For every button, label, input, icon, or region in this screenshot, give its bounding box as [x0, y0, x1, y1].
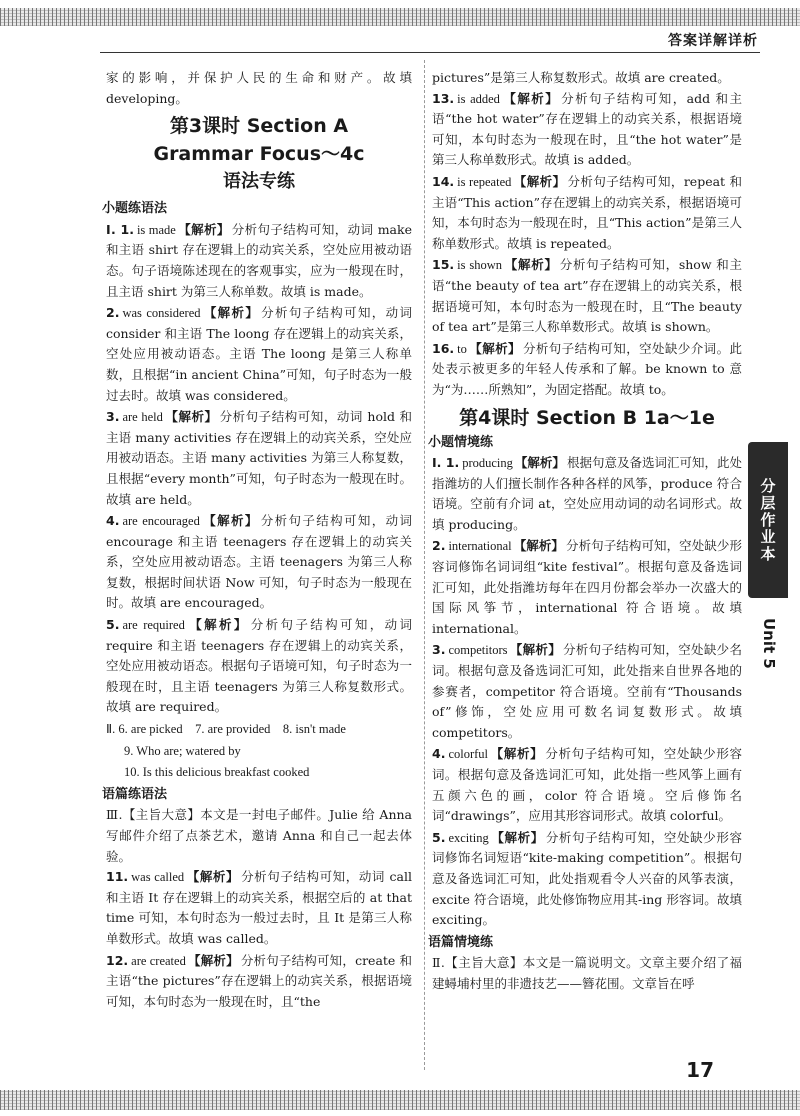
answer-item: [106, 303, 412, 406]
item-number: Ⅰ. 1.: [106, 221, 134, 237]
item-answer: are encouraged: [122, 514, 200, 529]
sidebar-tab-label: 分层作业本: [748, 442, 788, 598]
analysis-tag: 【解析】: [202, 305, 260, 321]
intro-paragraph: 家的影响，并保护人民的生命和财产。故填 developing。: [106, 70, 412, 106]
item-number: 4.: [432, 746, 446, 762]
passage-intro: Ⅲ.【主旨大意】本文是一封电子邮件。Julie 给 Anna 写邮件介绍了点茶艺术，邀请 Anna 和自己一起去体验。: [106, 807, 412, 864]
answer-item: [432, 172, 742, 254]
item-answer: are held: [122, 410, 163, 425]
group-heading-passage: 语篇练语法: [102, 786, 168, 802]
answer-item: [432, 339, 742, 401]
item-explanation: 分析句子结构可知，动词 hold 和主语 many activities 存在逻辑上的动宾关系，空处应用被动语态。主语 many activities 为第三人称复数，且根据“every month”可知，句子时态为一般现在时。故填 are held。: [106, 409, 412, 507]
item-answer: exciting: [448, 830, 489, 845]
column-divider: [424, 60, 425, 1070]
item-number: 11.: [106, 869, 129, 885]
item-explanation: 分析句子结构可知，空处缺少形容词修饰名词词组“kite festival”。根据句意及备选词汇可知，此处指潍坊每年在四月份都会举办一次盛大的国际风筝节，international 符合语境。故填 international。: [432, 538, 742, 636]
unit-label: Unit 5: [760, 617, 778, 669]
short-answers-line-1: Ⅱ. 6. are picked 7. are provided 8. isn't made: [106, 722, 346, 737]
header-rule: [100, 52, 760, 53]
analysis-tag: 【解析】: [501, 90, 560, 106]
passage-intro-right: Ⅱ.【主旨大意】本文是一篇说明文。文章主要介绍了福建蟳埔村里的非遗技艺——簪花围。文章旨在呼: [432, 955, 742, 991]
item-answer: was called: [131, 870, 185, 885]
right-column: [428, 68, 742, 995]
item-explanation: 分析句子结构可知，空处缺少介词。此处表示被更多的年轻人传承和了解。be known to 意为“为……所熟知”，为固定搭配。故填 to。: [432, 340, 742, 397]
answer-item: [432, 453, 742, 535]
answer-item: [432, 89, 742, 171]
item-explanation: 分析句子结构可知，空处缺少形容词修饰名词短语“kite-making competition”。根据句意及备选词汇可知，此处指观看令人兴奋的风筝表演，excite 符合语境，此处修饰物应用其-ing 形容词。故填 exciting。: [432, 829, 742, 928]
item-explanation: 分析句子结构可知，create 和主语“the pictures”存在逻辑上的动宾关系，根据语境可知，本句时态为一般现在时，且“the: [106, 952, 412, 1009]
answer-item: [106, 615, 412, 718]
item-answer: are created: [131, 953, 186, 968]
item-explanation: 分析句子结构可知，动词 call 和主语 It 存在逻辑上的动宾关系，根据空后的 at that time 可知，本句时态为一般过去时，且 It 是第三人称单数形式。故填 was called。: [106, 869, 412, 946]
short-answers-line-3: 10. Is this delicious breakfast cooked: [124, 765, 310, 780]
analysis-tag: 【解析】: [164, 409, 218, 425]
answer-item: [432, 828, 742, 931]
item-answer: is added: [457, 91, 500, 106]
item-number: 13.: [432, 90, 455, 106]
lesson3-subtitle-2: 语法专练: [223, 171, 295, 193]
item-explanation: 根据句意及备选词汇可知，此处指潍坊的人们擅长制作各种各样的风筝，produce 符合语境。空前有介词 at，空处应用动词的动名词形式。故填 producing。: [432, 455, 742, 532]
item-number: 14.: [432, 173, 455, 189]
item-answer: was considered: [122, 306, 201, 321]
item-answer: is made: [136, 222, 176, 237]
lesson3-title: 第3课时 Section A: [169, 115, 349, 138]
top-decorative-band: [0, 8, 800, 26]
answer-item: [106, 511, 412, 614]
item-explanation: 分析句子结构可知，空处缺少形容词。根据句意及备选词汇可知，此处指一些风筝上画有五颜六色的画，color 符合语境。空后修饰名词“drawings”，应用其形容词形式。故填 colorful。: [432, 746, 742, 824]
item-number: 3.: [106, 409, 120, 425]
analysis-tag: 【解析】: [490, 829, 544, 845]
item-explanation: 分析句子结构可知，show 和主语“the beauty of tea art”存在逻辑上的动宾关系，根据语境可知，本句时态为一般现在时，且“The beauty of tea art”是第三人称单数形式。故填 is shown。: [432, 257, 742, 335]
item-answer: international: [448, 539, 512, 554]
analysis-tag: 【解析】: [513, 538, 564, 554]
item-answer: to: [457, 341, 467, 356]
item-number: 2.: [106, 305, 120, 321]
group-heading-grammar: 小题练语法: [102, 201, 168, 217]
lesson3-subtitle: Grammar Focus～4c: [153, 143, 365, 166]
item-explanation: 分析句子结构可知，空处缺少名词。根据句意及备选词汇可知，此处指来自世界各地的参赛者，competitor 符合语境。空前有“Thousands of”修饰，空处应用可数名词复数形式。故填 competitors。: [432, 642, 742, 740]
analysis-tag: 【解析】: [513, 173, 566, 189]
item-number: 5.: [106, 617, 120, 633]
item-number: Ⅰ. 1.: [432, 455, 460, 471]
item-number: 12.: [106, 952, 129, 968]
answer-item: [432, 744, 742, 826]
lesson4-title: 第4课时 Section B 1a～1e: [459, 406, 715, 429]
short-answers-line-2: 9. Who are; watered by: [124, 743, 241, 758]
answer-item: [106, 951, 412, 1013]
item-explanation: 分析句子结构可知，add 和主语“the hot water”存在逻辑上的动宾关系，根据语境可知，本句时态为一般现在时，且“the hot water”是第三人称单数形式。故填 is added。: [432, 90, 742, 168]
item-number: 5.: [432, 829, 446, 845]
item-answer: producing: [462, 456, 513, 471]
item-number: 4.: [106, 513, 120, 529]
analysis-tag: 【解析】: [490, 746, 544, 762]
answer-item: [106, 407, 412, 510]
analysis-tag: 【解析】: [186, 617, 249, 633]
answer-item: [106, 220, 412, 302]
item-answer: are required: [122, 618, 185, 633]
item-number: 15.: [432, 257, 455, 273]
answer-item: [432, 536, 742, 639]
analysis-tag: 【解析】: [187, 952, 239, 968]
item-explanation: 分析句子结构可知，动词 make 和主语 shirt 存在逻辑上的动宾关系，空处应用被动语态。句子语境陈述现在的客观事实，应为一般现在时，且主语 shirt 为第三人称单数。故填 is made。: [106, 221, 412, 299]
analysis-tag: 【解析】: [468, 340, 521, 356]
group-heading-situational: 小题情境练: [428, 434, 494, 450]
analysis-tag: 【解析】: [509, 642, 561, 658]
answer-item: [432, 255, 742, 337]
answer-item: [106, 867, 412, 949]
item-explanation: 分析句子结构可知，动词 require 和主语 teenagers 存在逻辑上的动宾关系，空处应用被动语态。根据句子语境可知，句子时态为一般现在时，且主语 teenagers 为第三人称复数形式。故填 are required。: [106, 617, 412, 715]
page-number: 17: [686, 1058, 714, 1082]
header-title: 答案详解详析: [668, 33, 758, 49]
bottom-decorative-band: [0, 1090, 800, 1110]
answer-item: [432, 640, 742, 743]
item-answer: is repeated: [457, 174, 512, 189]
item-answer: is shown: [457, 258, 502, 273]
item-explanation: 分析句子结构可知，repeat 和主语“This action”存在逻辑上的动宾关系，根据语境可知，本句时态为一般现在时，且“This action”是第三人称单数形式。故填 is repeated。: [432, 173, 742, 251]
item-number: 16.: [432, 340, 455, 356]
item-explanation: 分析句子结构可知，动词 consider 和主语 The loong 存在逻辑上的动宾关系，空处应用被动语态。主语 The loong 是第三人称单数，且根据“in ancient China”可知，句子时态为一般过去时。故填 was considered。: [106, 305, 412, 403]
item-answer: competitors: [448, 643, 508, 658]
analysis-tag: 【解析】: [201, 513, 259, 529]
item-answer: colorful: [448, 747, 489, 762]
group-heading-passage-situational: 语篇情境练: [428, 934, 494, 950]
item-number: 2.: [432, 538, 446, 554]
left-column: [102, 68, 412, 1013]
analysis-tag: 【解析】: [504, 257, 558, 273]
analysis-tag: 【解析】: [186, 869, 240, 885]
analysis-tag: 【解析】: [514, 455, 565, 471]
item-number: 3.: [432, 642, 446, 658]
continuation-paragraph: pictures”是第三人称复数形式。故填 are created。: [432, 70, 730, 85]
analysis-tag: 【解析】: [177, 221, 230, 237]
item-explanation: 分析句子结构可知，动词 encourage 和主语 teenagers 存在逻辑上的动宾关系，空处应用被动语态。主语 teenagers 为第三人称复数，根据时间状语 Now 可知，句子时态为一般现在时。故填 are encouraged。: [106, 513, 412, 611]
